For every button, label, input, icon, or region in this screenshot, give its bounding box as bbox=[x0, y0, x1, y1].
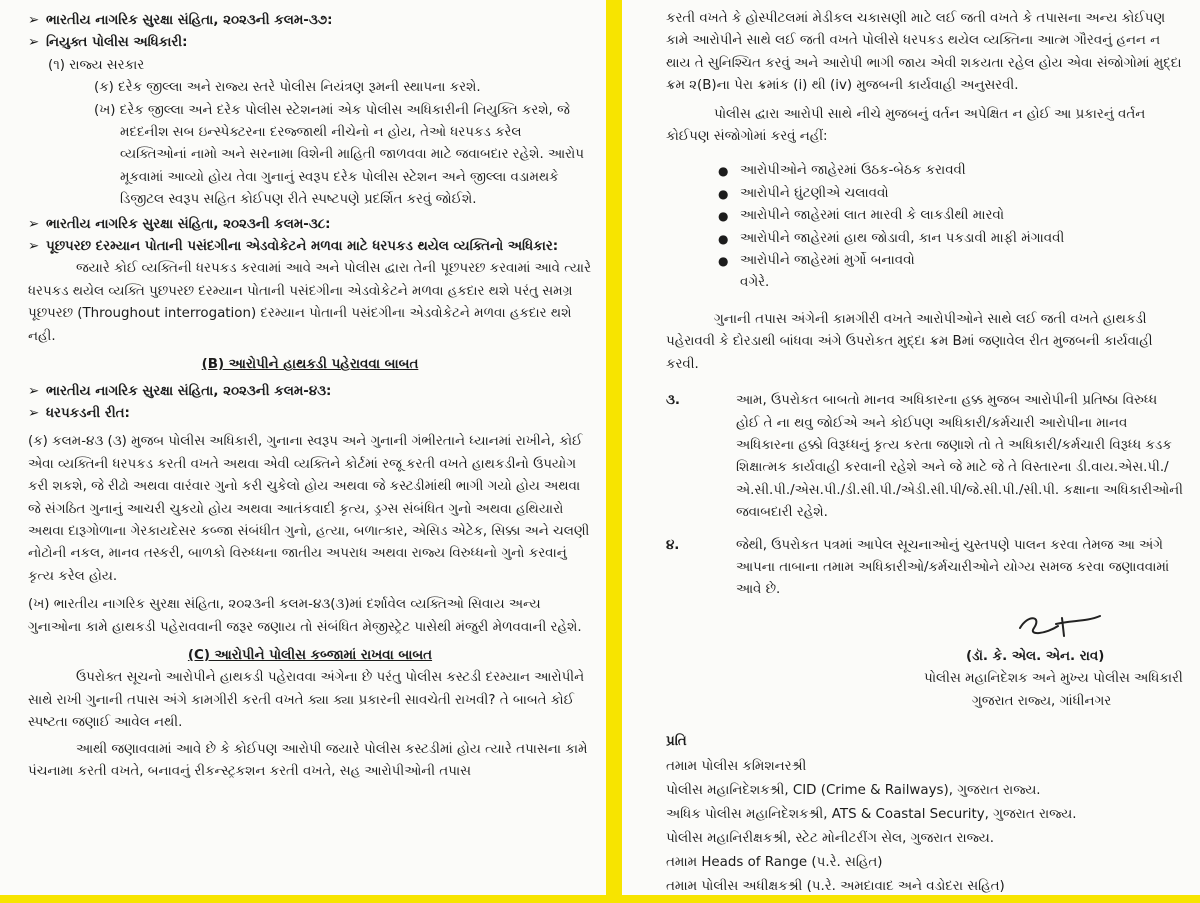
clause-37-kha: (ખ) દરેક જીલ્લા અને દરેક પોલીસ સ્ટેશનમાં એક પોલીસ અધિકારીની નિયુક્તિ કરશે, જે મદદનીશ સબ ઇન્સ્પેક્ટરના દરજ્જાથી નીચેનો ન હોય, તેઓ ધરપકડ કરેલ વ્યક્તિઓનાં નામો અને સરનામા વિશેની માહિતી જાળવવા માટે જવાબદાર રહેશે. આરોપ મૂકવામાં આવ્યો હોય તેવા ગુનાનું સ્વરૂપ દરેક પોલીસ સ્ટેશન અને જીલ્લા વડામથકે ડિજીટલ સ્વરૂપ સહિત કોઈપણ રીતે સ્પષ્ટપણે પ્રદર્શિત કરવું જોઈશે. bbox=[94, 102, 584, 208]
heading-b-handcuffs: (B) આરોપીને હાથકડી પહેરાવવા બાબત bbox=[201, 357, 419, 373]
clause-37-ka: (ક) દરેક જીલ્લા અને રાજ્ય સ્તરે પોલીસ નિયંત્રણ રૂમની સ્થાપના કરશે. bbox=[94, 80, 481, 96]
arrow-icon: ➢ bbox=[28, 35, 40, 51]
list-etc: વગેરે. bbox=[740, 275, 770, 291]
continued-paragraph: કરતી વખતે કે હોસ્પીટલમાં મેડીકલ ચકાસણી માટે લઈ જતી વખતે કે તપાસના અન્ય કોઈપણ કામે આરોપીને સાથે લઈ જતી વખતે પોલીસે ધરપકડ થયેલ વ્યક્તિના આત્મ ગૌરવનું હનન ન થાય તે સુનિશ્ચિત કરવું અને આરોપી ભાગી જાય એવી શકયતા રહેલ હોય એવા સંજોગોમાં મુદ્દા ક્રમ ૨(B)ના પેરા ક્રમાંક (i) થી (iv) મુજબની કાર્યવાહી અનુસરવી. bbox=[666, 11, 1182, 94]
section-43-subheading bbox=[28, 403, 592, 425]
prohibited-conduct-intro: પોલીસ દ્વારા આરોપી સાથે નીચે મુજબનું વર્તન અપેક્ષિત ન હોઈ આ પ્રકારનું વર્તન કોઈપણ સંજોગોમાં કરવું નહીં: bbox=[666, 106, 1146, 145]
recipient-item: પોલીસ મહાનિરીક્ષકશ્રી, સ્ટેટ મોનીટરીંગ સેલ, ગુજરાત રાજ્ય. bbox=[666, 831, 994, 847]
bullet-icon: ● bbox=[718, 254, 729, 269]
arrow-icon: ➢ bbox=[28, 383, 40, 399]
section-c-paragraph-2: આથી જણાવવામાં આવે છે કે કોઈપણ આરોપી જયારે પોલીસ કસ્ટડીમાં હોય ત્યારે તપાસના કામે પંચનામા કરતી વખતે, બનાવનું રીકન્સ્ટ્રકશન કરતી વખતે, સહ આરોપીઓની તપાસ bbox=[28, 741, 588, 779]
section-38-heading bbox=[28, 214, 592, 236]
point-4 bbox=[666, 535, 1184, 602]
section-38-subheading-text: પૂછપરછ દરમ્યાન પોતાની પસંદગીના એડવોકેટને મળવા માટે ધરપકડ થયેલ વ્યક્તિનો અધિકાર: bbox=[46, 239, 559, 255]
bullet-icon: ● bbox=[718, 186, 729, 201]
arrow-icon: ➢ bbox=[28, 239, 40, 255]
heading-c-custody: (C) આરોપીને પોલીસ કબ્જામાં રાખવા બાબત bbox=[187, 647, 433, 663]
bullet-icon: ● bbox=[718, 209, 729, 224]
point-4-text: જેથી, ઉપરોકત પત્રમાં આપેલ સૂચનાઓનું ચુસ્તપણે પાલન કરવા તેમજ આ અંગે આપના તાબાના તમામ અધિકારીઓ/કર્મચારીઓને યોગ્ય સમજ કરવા જણાવવામાં આવે છે. bbox=[736, 537, 1170, 598]
list-item-text: આરોપીને જાહેરમાં મુર્ગો બનાવવો bbox=[740, 253, 915, 269]
section-37-heading bbox=[28, 10, 592, 32]
section-37-heading-text: ભારતીય નાગરિક સુરક્ષા સંહિતા, ૨૦૨૩ની કલમ-૩૭: bbox=[46, 13, 333, 28]
signatory-name: (ડૉ. કે. એલ. એન. રાવ) bbox=[966, 648, 1105, 664]
list-item-text: આરોપીને જાહેરમાં હાથ જોડાવી, કાન પકડાવી માફી મંગાવવી bbox=[740, 230, 1065, 246]
section-38-heading-text: ભારતીય નાગરિક સુરક્ષા સંહિતા, ૨૦૨૩ની કલમ-૩૮: bbox=[46, 216, 331, 232]
recipient-item: તમામ પોલીસ કમિશનરશ્રી bbox=[666, 759, 807, 775]
list-item bbox=[666, 160, 1184, 182]
clause-43-kha: (ખ) ભારતીય નાગરિક સુરક્ષા સંહિતા, ૨૦૨૩ની કલમ-૪૩(૩)માં દર્શાવેલ વ્યક્તિઓ સિવાય અન્ય ગુનાઓના કામે હાથકડી પહેરાવવાની જરૂર જણાય તો સંબંધિત મેજીસ્ટ્રેટ પાસેથી મંજુરી મેળવવાની રહેશે. bbox=[28, 597, 582, 635]
bullet-icon: ● bbox=[718, 231, 729, 246]
section-c-paragraph-1: ઉપરોક્ત સૂચનો આરોપીને હાથકડી પહેરાવવા અંગેના છે પરંતુ પોલીસ કસ્ટડી દરમ્યાન આરોપીને સાથે રાખી ગુનાની તપાસ અંગે કામગીરી કરતી વખતે ક્યા ક્યા પ્રકારની સાવચેતી રાખવી? તે બાબતે કોઈ સ્પષ્ટતા જણાઈ આવેલ નથી. bbox=[28, 670, 585, 731]
recipients-list bbox=[666, 755, 1184, 895]
recipient-item: તમામ પોલીસ અધીક્ષકશ્રી (પ.રે. અમદાવાદ અને વડોદરા સહિત) bbox=[666, 879, 1005, 895]
list-item-text: આરોપીઓને જાહેરમાં ઉઠક-બેઠક કરાવવી bbox=[740, 163, 966, 179]
section-38-subheading bbox=[28, 236, 592, 258]
bullet-icon: ● bbox=[718, 164, 729, 179]
recipient-item: પોલીસ મહાનિદેશકશ્રી, CID (Crime & Railways), ગુજરાત રાજ્ય. bbox=[666, 783, 1041, 799]
section-43-subheading-text: ધરપકડની રીત: bbox=[46, 405, 130, 421]
point-3 bbox=[666, 390, 1184, 524]
list-item bbox=[666, 228, 1184, 250]
section-37-subheading-text: નિયુક્ત પોલીસ અધિકારી: bbox=[46, 35, 188, 51]
clause-43-ka: (ક) કલમ-૪૩ (૩) મુજબ પોલીસ અધિકારી, ગુનાના સ્વરૂપ અને ગુનાની ગંભીરતાને ધ્યાનમાં રાખીને, કોઈ એવા વ્યક્તિની ધરપકડ કરતી વખતે અથવા એવી વ્યક્તિને કોર્ટમાં રજૂ કરતી વખતે હાથકડીનો ઉપયોગ કરી શકશે, જે રીઢો અથવા વારંવાર ગુનો કરી ચુકેલો હોય અથવા જે કસ્ટડીમાંથી ભાગી ગયો હોય અથવા જે સંગઠિત ગુનાનું આચરી ચુકયો હોય અથવા આતંકવાદી કૃત્ય, ડ્રગ્સ સંબંધિત ગુનો અથવા હથિયારો અથવા દારૂગોળાના ગેરકાયદેસર કબ્જા સંબંધીત ગુનો, હત્યા, બળાત્કાર, એસિડ એટેક, સિક્કા અને ચલણી નોટોની નકલ, માનવ તસ્કરી, બાળકો વિરુધ્ધના જાતીય અપરાધ અથવા રાજ્ય વિરુધ્ધનો ગુનો કરવાનું કૃત્ય કરેલ હોય. bbox=[28, 434, 590, 584]
signatory-place: ગુજરાત રાજ્ય, ગાંધીનગર bbox=[972, 693, 1112, 709]
document-page-right bbox=[622, 0, 1200, 895]
section-38-body: જયારે કોઈ વ્યક્તિની ધરપકડ કરવામાં આવે અને પોલીસ દ્વારા તેની પૂછપરછ કરવામાં આવે ત્યારે ધરપકડ થયેલ વ્યક્તિ પુછપરછ દરમ્યાન પોતાની પસંદગીના એડવોકેટને મળવા હકદાર થશે પરંતુ સમગ્ર પૂછપરછ (Throughout interrogation) દરમ્યાન પોતાની પસંદગીના એડવોકેટને મળવા હકદાર થશે નહી. bbox=[28, 261, 592, 344]
arrow-icon: ➢ bbox=[28, 13, 40, 28]
section-43-heading bbox=[28, 381, 592, 403]
list-item-text: આરોપીને જાહેરમાં લાત મારવી કે લાકડીથી મારવો bbox=[740, 208, 1005, 224]
list-item-text: આરોપીને ઘુંટણીએ ચલાવવો bbox=[740, 185, 889, 201]
point-4-number: ૪. bbox=[666, 537, 680, 553]
point-3-text: આમ, ઉપરોકત બાબતો માનવ અધિકારના હક્ક મુજબ આરોપીની પ્રતિષ્ઠા વિરુધ્ધ હોઈ તે ના થવુ જોઈએ અને કોઈપણ અધિકારી/કર્મચારી આરોપીના માનવ અધિકારના હક્કો વિરૂધ્ધનું કૃત્ય કરતા જણાશે તો તે અધિકારી/કર્મચારી વિરૂધ્ધ કડક શિક્ષાત્મક કાર્યવાહી કરવાની રહેશે અને જે માટે જે તે વિસ્તારના ડી.વાય.એસ.પી./એ.સી.પી./એસ.પી./ડી.સી.પી./એડી.સી.પી/જે.સી.પી./સી.પી. કક્ષાના અધિકારીઓની જવાબદારી રહેશે. bbox=[736, 393, 1183, 521]
arrow-icon: ➢ bbox=[28, 216, 40, 232]
state-government-label: (૧) રાજ્ય સરકાર bbox=[48, 57, 145, 73]
recipient-item: તમામ Heads of Range (પ.રે. સહિત) bbox=[666, 855, 883, 871]
arrow-icon: ➢ bbox=[28, 405, 40, 421]
list-item bbox=[666, 250, 1184, 272]
signatory-title: પોલીસ મહાનિદેશક અને મુખ્ય પોલીસ અધિકારી bbox=[924, 671, 1183, 687]
list-item bbox=[666, 183, 1184, 205]
section-37-subheading bbox=[28, 32, 592, 54]
list-item bbox=[666, 205, 1184, 227]
point-3-number: ૩. bbox=[666, 393, 681, 409]
recipients-heading: પ્રતિ bbox=[666, 733, 687, 749]
section-43-heading-text: ભારતીય નાગરિક સુરક્ષા સંહિતા, ૨૦૨૩ની કલમ-૪૩: bbox=[46, 383, 332, 399]
prohibited-conduct-list bbox=[666, 160, 1184, 294]
handwritten-signature bbox=[1016, 608, 1116, 642]
recipient-item: અધિક પોલીસ મહાનિદેશકશ્રી, ATS & Coastal Security, ગુજરાત રાજ્ય. bbox=[666, 807, 1077, 823]
handcuff-paragraph: ગુનાની તપાસ અંગેની કામગીરી વખતે આરોપીઓને સાથે લઈ જતી વખતે હાથકડી પહેરાવવી કે દોરડાથી બાંધવા અંગે ઉપરોકત મુદ્દા ક્રમ Bમાં જણાવેલ રીત મુજબની કાર્યવાહી કરવી. bbox=[666, 311, 1153, 372]
